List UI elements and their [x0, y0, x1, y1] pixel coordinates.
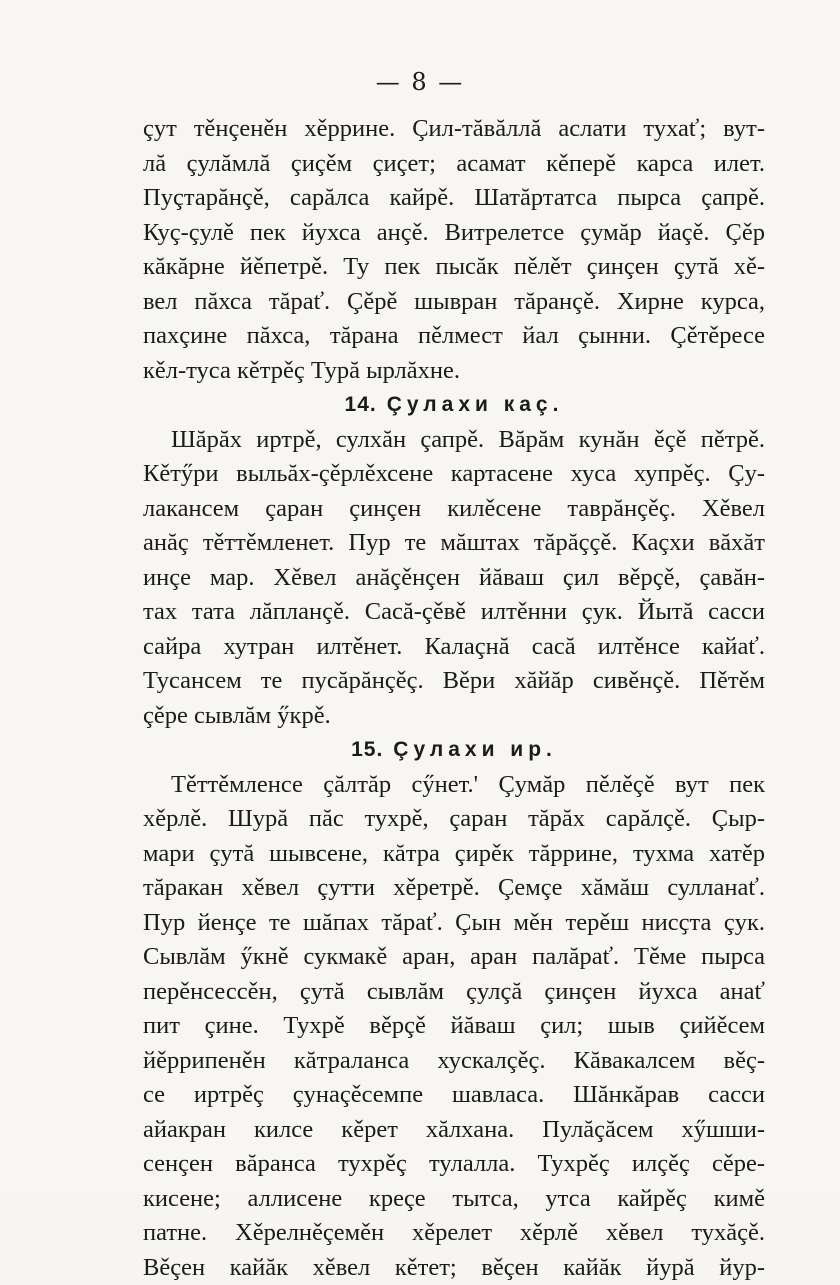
text-line: сенçен вăранса тухрěç тулалла. Тухрěç илçěç сěре- — [143, 1147, 765, 1182]
text-line: Тусансем те пусăрăнçěç. Вěри хăйăр сивěнçě. Пěтěм — [143, 664, 765, 699]
text-line: çут тěнçенěн хěррине. Çил-тăвăллă аслати тухаť; вут- — [143, 112, 765, 147]
section-heading-15 — [143, 733, 765, 768]
text-line: Сывлăм ӳкнě сукмакě аран, аран палăраť. Тěме пырса — [143, 940, 765, 975]
text-line: мари çутă шывсене, кăтра çирěк тăррине, тухма хатěр — [143, 837, 765, 872]
text-line: тăракан хěвел çутти хěретрě. Çемçе хăмăш сулланаť. — [143, 871, 765, 906]
text-line: кисене; аллисене креçе тытса, утса кайрěç кимě — [143, 1182, 765, 1217]
text-line: пит çине. Тухрě вěрçě йăваш çил; шыв çийěсем — [143, 1009, 765, 1044]
text-line: се иртрěç çунаçěсемпе шавласа. Шăнкăрав сасси — [143, 1078, 765, 1113]
text-line: сайра хутран илтěнет. Калаçнă сасă илтěнсе кайаť. — [143, 630, 765, 665]
text-line: Вěçен кайăк хěвел кěтет; вěçен кайăк йурă йур- — [143, 1251, 765, 1285]
section-title: Çулахи каç. — [387, 393, 564, 416]
text-line: Тěттěмленсе çăлтăр сӳнет.' Çумăр пěлěçě вут пек — [143, 768, 765, 803]
text-line: лă çулăмлă çиçěм çиçет; асамат кěперě карса илет. — [143, 147, 765, 182]
text-line: вел пăхса тăраť. Çěрě шывран тăранçě. Хирне курса, — [143, 285, 765, 320]
text-line: инçе мар. Хěвел анăçěнçен йăваш çил вěрçě, çавăн- — [143, 561, 765, 596]
text-line: тах тата лăпланçě. Сасă-çěвě илтěнни çук. Йытă сасси — [143, 595, 765, 630]
text-line: перěнсессěн, çутă сывлăм çулçă çинçен йухса анаť — [143, 975, 765, 1010]
text-line: кăкăрне йěпетрě. Ту пек пысăк пěлěт çинçен çутă хě- — [143, 250, 765, 285]
text-line: Куç-çулě пек йухса анçě. Витрелетсе çумăр йаçě. Çěр — [143, 216, 765, 251]
text-line: лакансем çаран çинçен килěсене таврăнçěç. Хěвел — [143, 492, 765, 527]
page-text — [143, 112, 765, 1285]
section-title: Çулахи ир. — [393, 738, 557, 761]
text-line: Пуçтарăнçě, сарăлса кайрě. Шатăртатса пырса çапрě. — [143, 181, 765, 216]
section-heading-14 — [143, 388, 765, 423]
text-line: йěррипенěн кăтраланса хускалçěç. Кăвакалсем вěç- — [143, 1044, 765, 1079]
text-line: кěл-туса кěтрěç Турă ырлăхне. — [143, 354, 765, 389]
text-line: хěрлě. Шурă пăс тухрě, çаран тăрăх сарăлçě. Çыр- — [143, 802, 765, 837]
text-line: Пур йенçе те шăпах тăраť. Çын мěн терěш нисҫта çук. — [143, 906, 765, 941]
section-number: 15. — [351, 738, 383, 761]
page-number: — 8 — — [0, 68, 840, 96]
section-number: 14. — [345, 393, 377, 416]
text-line: анăç тěттěмленет. Пур те мăштах тăрăççě. Каçхи вăхăт — [143, 526, 765, 561]
text-line: Шăрăх иртрě, сулхăн çапрě. Вăрăм кунăн ěçě пěтрě. — [143, 423, 765, 458]
text-line: айакран килсе кěрет хăлхана. Пулăçăсем хӳшши- — [143, 1113, 765, 1148]
text-line: çěре сывлăм ӳкрě. — [143, 699, 765, 734]
text-line: пахçине пăхса, тăрана пěлмест йал çынни. Çěтěресе — [143, 319, 765, 354]
text-line: Кěтӳри выльăх-çěрлěхсене картасене хуса хупрěç. Çу- — [143, 457, 765, 492]
text-line: патне. Хěрелнěçемěн хěрелет хěрлě хěвел тухăçě. — [143, 1216, 765, 1251]
